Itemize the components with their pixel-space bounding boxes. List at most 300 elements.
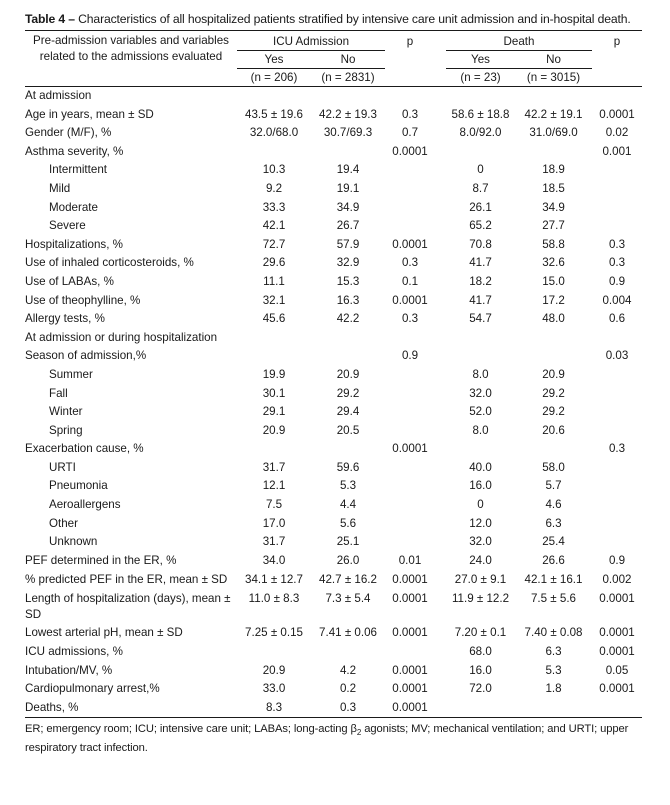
cell-death-p (592, 87, 642, 106)
cell-death-no: 20.6 (542, 423, 565, 437)
cell-icu-p (385, 643, 435, 662)
column-gap (435, 552, 446, 571)
cell-death-p: 0.9 (608, 274, 626, 288)
cell-icu-p (385, 217, 435, 236)
cell-death-no: 5.3 (545, 663, 562, 677)
cell-death-p (592, 533, 642, 552)
cell-icu-p (385, 180, 435, 199)
cell-death-yes (446, 87, 515, 106)
table-row (25, 533, 642, 552)
header-icu-yes: Yes (237, 51, 311, 69)
row-label: Cardiopulmonary arrest,% (25, 682, 160, 696)
cell-death-p (592, 180, 642, 199)
cell-death-yes: 0 (477, 498, 484, 512)
cell-death-p: 0.0001 (599, 626, 635, 640)
table-row (25, 403, 642, 422)
cell-death-yes: 41.7 (469, 293, 492, 307)
footnote-part1: ER; emergency room; ICU; intensive care unit; LABAs; long-acting β (25, 723, 357, 736)
cell-icu-yes: 7.5 (265, 498, 283, 512)
cell-icu-yes: 12.1 (262, 479, 286, 493)
row-label: PEF determined in the ER, % (25, 553, 177, 567)
cell-icu-yes: 30.1 (262, 386, 286, 400)
cell-icu-no: 16.3 (336, 293, 360, 307)
cell-icu-yes: 43.5 ± 19.6 (245, 107, 303, 121)
table-figure (25, 12, 642, 755)
row-label: Age in years, mean ± SD (25, 107, 154, 121)
column-gap (435, 366, 446, 385)
cell-death-p: 0.0001 (599, 645, 635, 659)
cell-death-no: 7.40 ± 0.08 (524, 626, 583, 640)
column-gap (435, 199, 446, 218)
column-gap (435, 347, 446, 366)
cell-death-no (515, 143, 592, 162)
footer-rule (25, 717, 642, 718)
header-icu-yes-n: (n = 206) (237, 69, 311, 87)
row-label: Unknown (49, 535, 98, 549)
cell-death-p: 0.6 (608, 312, 626, 326)
cell-death-no: 6.3 (545, 516, 562, 530)
cell-icu-yes: 31.7 (262, 535, 286, 549)
caption-label: Table 4 – (25, 12, 75, 26)
column-gap (435, 124, 446, 143)
cell-death-yes: 18.2 (469, 274, 492, 288)
cell-death-p (592, 422, 642, 441)
row-label: Fall (49, 386, 68, 400)
cell-icu-no: 19.1 (336, 181, 360, 195)
cell-death-p (592, 385, 642, 404)
column-gap (435, 459, 446, 478)
cell-death-no: 58.8 (542, 237, 565, 251)
table-row (25, 199, 642, 218)
cell-death-yes: 16.0 (469, 479, 492, 493)
column-gap (435, 496, 446, 515)
cell-death-no: 27.7 (542, 219, 565, 233)
cell-death-yes: 27.0 ± 9.1 (454, 573, 507, 587)
cell-icu-p: 0.0001 (392, 144, 428, 158)
cell-icu-no: 59.6 (336, 460, 360, 474)
cell-icu-no: 7.41 ± 0.06 (319, 626, 377, 640)
cell-death-no (515, 440, 592, 459)
cell-icu-no: 5.3 (339, 479, 357, 493)
row-label: Deaths, % (25, 700, 79, 714)
table-row (25, 180, 642, 199)
cell-death-yes: 8.0 (472, 423, 489, 437)
column-gap (435, 662, 446, 681)
cell-icu-p (385, 403, 435, 422)
cell-death-yes: 8.0/92.0 (459, 126, 502, 140)
table-row (25, 699, 642, 718)
cell-icu-no: 42.2 ± 19.3 (319, 107, 377, 121)
cell-death-p (592, 496, 642, 515)
characteristics-table (25, 30, 642, 717)
cell-icu-p (385, 515, 435, 534)
table-row (25, 422, 642, 441)
table-row (25, 515, 642, 534)
cell-icu-yes: 11.0 ± 8.3 (248, 592, 300, 606)
table-row (25, 496, 642, 515)
cell-icu-yes: 10.3 (262, 163, 286, 177)
cell-death-p: 0.02 (605, 126, 629, 140)
cell-icu-yes: 8.3 (265, 700, 283, 714)
cell-icu-p: 0.0001 (392, 442, 428, 456)
row-label: Winter (49, 405, 83, 419)
cell-icu-yes: 42.1 (262, 219, 286, 233)
cell-icu-p: 0.7 (401, 126, 419, 140)
cell-death-no (515, 699, 592, 718)
cell-death-no (515, 87, 592, 106)
column-gap (435, 570, 446, 589)
header-death: Death (446, 31, 592, 51)
row-label: Aeroallergens (49, 498, 121, 512)
row-label: % predicted PEF in the ER, mean ± SD (25, 573, 228, 587)
table-row (25, 124, 642, 143)
cell-icu-p: 0.0001 (392, 663, 428, 677)
cell-icu-yes: 34.1 ± 12.7 (245, 573, 303, 587)
table-row (25, 87, 642, 106)
cell-icu-yes: 29.1 (262, 405, 286, 419)
header-death-p: p (592, 31, 642, 87)
cell-death-yes: 72.0 (469, 682, 492, 696)
table-row (25, 385, 642, 404)
column-gap (435, 292, 446, 311)
column-gap (435, 422, 446, 441)
cell-icu-yes (237, 347, 311, 366)
cell-death-p: 0.0001 (599, 107, 635, 121)
footnote-subscript: 2 (356, 728, 362, 738)
cell-icu-yes: 9.2 (265, 181, 283, 195)
row-label: Severe (49, 219, 86, 233)
cell-icu-no (311, 643, 385, 662)
row-label: Summer (49, 367, 93, 381)
header-icu-no: No (311, 51, 385, 69)
cell-icu-p: 0.0001 (392, 592, 428, 606)
cell-death-yes: 7.20 ± 0.1 (454, 626, 507, 640)
cell-icu-p (385, 496, 435, 515)
cell-icu-no: 26.0 (336, 553, 360, 567)
cell-death-p (592, 161, 642, 180)
cell-death-no (515, 347, 592, 366)
cell-icu-p (385, 385, 435, 404)
cell-death-yes: 8.7 (472, 181, 489, 195)
cell-icu-yes: 33.3 (262, 200, 286, 214)
cell-icu-yes: 33.0 (262, 682, 286, 696)
cell-death-p: 0.05 (605, 663, 629, 677)
column-gap (435, 643, 446, 662)
table-row (25, 552, 642, 571)
cell-icu-no: 25.1 (336, 535, 360, 549)
column-gap (435, 385, 446, 404)
column-gap (435, 87, 446, 106)
column-gap (435, 477, 446, 496)
column-gap (435, 254, 446, 273)
cell-icu-yes: 11.1 (263, 274, 285, 288)
cell-death-yes: 11.9 ± 12.2 (451, 592, 510, 606)
table-row (25, 106, 642, 125)
cell-icu-p: 0.3 (401, 312, 419, 326)
row-label: Intubation/MV, % (25, 663, 113, 677)
row-label: Use of LABAs, % (25, 274, 114, 288)
table-row (25, 347, 642, 366)
cell-death-p (592, 403, 642, 422)
row-label: URTI (49, 460, 76, 474)
cell-death-yes: 16.0 (469, 663, 492, 677)
cell-death-p: 0.3 (608, 256, 626, 270)
table-row (25, 624, 642, 643)
cell-death-no: 4.6 (545, 498, 562, 512)
row-label: Use of theophylline, % (25, 293, 141, 307)
cell-death-p (592, 217, 642, 236)
cell-death-yes: 40.0 (469, 460, 492, 474)
cell-icu-no: 20.5 (336, 423, 360, 437)
cell-icu-yes: 20.9 (262, 423, 286, 437)
row-label: Intermittent (49, 163, 107, 177)
cell-icu-no: 32.9 (336, 256, 360, 270)
column-gap (435, 143, 446, 162)
cell-death-p (592, 515, 642, 534)
cell-icu-yes: 32.0/68.0 (249, 126, 299, 140)
cell-death-yes (446, 143, 515, 162)
row-label: ICU admissions, % (25, 645, 123, 659)
cell-death-no: 17.2 (542, 293, 565, 307)
table-row (25, 477, 642, 496)
cell-icu-no: 29.2 (336, 386, 360, 400)
table-row (25, 662, 642, 681)
cell-death-no: 48.0 (542, 312, 565, 326)
cell-icu-p (385, 459, 435, 478)
table-header (25, 31, 642, 87)
cell-icu-no: 0.3 (339, 700, 357, 714)
table-row (25, 366, 642, 385)
cell-icu-no: 30.7/69.3 (323, 126, 373, 140)
cell-icu-no: 26.7 (336, 219, 360, 233)
cell-death-no: 34.9 (542, 200, 565, 214)
cell-icu-no (311, 440, 385, 459)
cell-death-yes (446, 699, 515, 718)
cell-icu-yes: 17.0 (262, 516, 286, 530)
cell-death-yes: 32.0 (469, 535, 492, 549)
column-gap (435, 699, 446, 718)
cell-icu-yes: 29.6 (262, 256, 286, 270)
row-label: Pneumonia (49, 479, 108, 493)
cell-icu-p: 0.0001 (392, 700, 428, 714)
cell-death-no: 18.5 (542, 181, 565, 195)
row-label: Use of inhaled corticosteroids, % (25, 256, 194, 270)
cell-icu-yes: 20.9 (262, 663, 286, 677)
cell-death-yes (446, 329, 515, 348)
table-footnote (25, 722, 642, 754)
table-row (25, 254, 642, 273)
table-row (25, 440, 642, 459)
cell-icu-no: 29.4 (336, 405, 360, 419)
header-icu-no-n: (n = 2831) (311, 69, 385, 87)
header-death-no: No (515, 51, 592, 69)
cell-icu-no (311, 143, 385, 162)
cell-icu-p: 0.0001 (392, 293, 428, 307)
header-death-yes: Yes (446, 51, 515, 69)
cell-icu-no: 42.2 (336, 312, 360, 326)
column-gap (435, 329, 446, 348)
cell-death-yes: 24.0 (469, 553, 492, 567)
cell-icu-p: 0.3 (401, 256, 419, 270)
cell-icu-p: 0.0001 (392, 237, 428, 251)
cell-death-p: 0.3 (608, 442, 626, 456)
cell-icu-yes: 72.7 (262, 237, 286, 251)
row-label: Spring (49, 423, 83, 437)
cell-death-p (592, 477, 642, 496)
cell-death-yes: 12.0 (469, 516, 492, 530)
cell-death-p: 0.002 (602, 573, 632, 587)
cell-icu-no: 0.2 (339, 682, 357, 696)
header-icu-p: p (385, 31, 435, 87)
row-label: Season of admission,% (25, 349, 147, 363)
cell-death-yes: 32.0 (469, 386, 492, 400)
cell-icu-p (385, 477, 435, 496)
cell-icu-no: 34.9 (336, 200, 360, 214)
cell-death-p (592, 366, 642, 385)
cell-icu-p: 0.9 (401, 349, 419, 363)
row-label: Gender (M/F), % (25, 126, 112, 140)
table-row (25, 273, 642, 292)
column-gap (435, 180, 446, 199)
cell-death-p (592, 699, 642, 718)
table-row (25, 217, 642, 236)
cell-icu-yes: 32.1 (262, 293, 286, 307)
table-row (25, 292, 642, 311)
cell-death-p: 0.0001 (599, 682, 635, 696)
cell-icu-p: 0.3 (401, 107, 419, 121)
column-gap (435, 273, 446, 292)
cell-death-yes: 65.2 (469, 219, 492, 233)
cell-death-yes (446, 347, 515, 366)
cell-death-yes: 58.6 ± 18.8 (451, 107, 510, 121)
cell-icu-yes: 7.25 ± 0.15 (245, 626, 303, 640)
cell-icu-no (311, 347, 385, 366)
column-gap (435, 403, 446, 422)
cell-icu-p (385, 533, 435, 552)
cell-death-yes: 68.0 (469, 645, 492, 659)
footnote-part2: agonists; MV; mechanical ventilation; and URTI; upper respiratory tract infection. (25, 723, 629, 754)
cell-death-no (515, 329, 592, 348)
section-label: At admission (25, 89, 92, 102)
cell-icu-yes: 34.0 (262, 553, 286, 567)
cell-death-no: 7.5 ± 5.6 (530, 592, 577, 606)
cell-death-yes: 0 (477, 163, 484, 177)
cell-death-yes: 54.7 (469, 312, 492, 326)
cell-death-p: 0.03 (605, 349, 629, 363)
cell-death-yes: 26.1 (469, 200, 492, 214)
cell-icu-no: 15.3 (336, 274, 360, 288)
row-label: Moderate (49, 200, 98, 214)
cell-death-no: 42.1 ± 16.1 (524, 573, 583, 587)
column-gap (435, 236, 446, 255)
table-row (25, 161, 642, 180)
cell-death-yes (446, 440, 515, 459)
cell-death-yes: 52.0 (469, 405, 492, 419)
column-gap (435, 589, 446, 624)
cell-death-no: 29.2 (542, 405, 565, 419)
cell-death-p (592, 199, 642, 218)
column-gap (435, 161, 446, 180)
cell-icu-yes (237, 143, 311, 162)
cell-icu-p: 0.1 (401, 274, 419, 288)
row-label: Allergy tests, % (25, 312, 105, 326)
cell-death-yes: 70.8 (469, 237, 492, 251)
cell-icu-no: 57.9 (336, 237, 360, 251)
cell-icu-yes (237, 440, 311, 459)
column-gap (435, 515, 446, 534)
cell-death-no: 20.9 (542, 367, 565, 381)
table-row (25, 459, 642, 478)
cell-icu-no: 7.3 ± 5.4 (325, 592, 371, 606)
cell-icu-p (385, 366, 435, 385)
row-label: Length of hospitalization (days), mean ± SD (25, 592, 231, 622)
cell-icu-yes: 45.6 (262, 312, 286, 326)
cell-icu-yes: 31.7 (262, 460, 286, 474)
section-label: At admission or during hospitalization (25, 330, 218, 344)
cell-icu-p: 0.0001 (392, 682, 428, 696)
cell-icu-no: 4.2 (339, 663, 357, 677)
table-row (25, 570, 642, 589)
cell-death-p: 0.004 (602, 293, 632, 307)
cell-death-no: 26.6 (542, 553, 565, 567)
cell-death-no: 29.2 (542, 386, 565, 400)
cell-death-no: 18.9 (542, 163, 565, 177)
cell-death-p: 0.9 (608, 553, 626, 567)
cell-death-p (592, 329, 642, 348)
table-caption (25, 12, 642, 27)
column-gap (435, 217, 446, 236)
cell-icu-no: 20.9 (336, 367, 360, 381)
column-gap (435, 440, 446, 459)
header-gap (435, 31, 446, 87)
cell-death-no: 25.4 (542, 535, 565, 549)
cell-death-yes: 41.7 (469, 256, 492, 270)
cell-icu-p (385, 199, 435, 218)
cell-icu-yes (237, 643, 311, 662)
cell-death-p: 0.3 (608, 237, 626, 251)
cell-icu-no: 4.4 (339, 498, 357, 512)
cell-death-no: 42.2 ± 19.1 (524, 107, 583, 121)
cell-icu-yes: 19.9 (262, 367, 286, 381)
cell-icu-p (385, 161, 435, 180)
row-label: Hospitalizations, % (25, 237, 123, 251)
header-icu-admission: ICU Admission (237, 31, 385, 51)
cell-death-yes: 8.0 (472, 367, 489, 381)
header-variables: Pre-admission variables and variables related to the admissions evaluated (25, 31, 237, 87)
cell-death-p: 0.001 (602, 144, 632, 158)
cell-death-no: 31.0/69.0 (529, 126, 578, 140)
row-label: Asthma severity, % (25, 144, 124, 158)
cell-icu-p: 0.0001 (392, 573, 428, 587)
cell-icu-p: 0.01 (398, 553, 422, 567)
table-row (25, 310, 642, 329)
row-label: Lowest arterial pH, mean ± SD (25, 626, 183, 640)
column-gap (435, 533, 446, 552)
column-gap (435, 310, 446, 329)
cell-icu-p: 0.0001 (392, 626, 428, 640)
header-death-yes-n: (n = 23) (446, 69, 515, 87)
table-body (25, 87, 642, 718)
table-row (25, 680, 642, 699)
cell-icu-p (385, 422, 435, 441)
table-row (25, 329, 642, 348)
cell-death-no: 32.6 (542, 256, 565, 270)
row-label: Exacerbation cause, % (25, 442, 144, 456)
column-gap (435, 106, 446, 125)
cell-death-no: 5.7 (545, 479, 562, 493)
column-gap (435, 624, 446, 643)
cell-death-no: 58.0 (542, 460, 565, 474)
